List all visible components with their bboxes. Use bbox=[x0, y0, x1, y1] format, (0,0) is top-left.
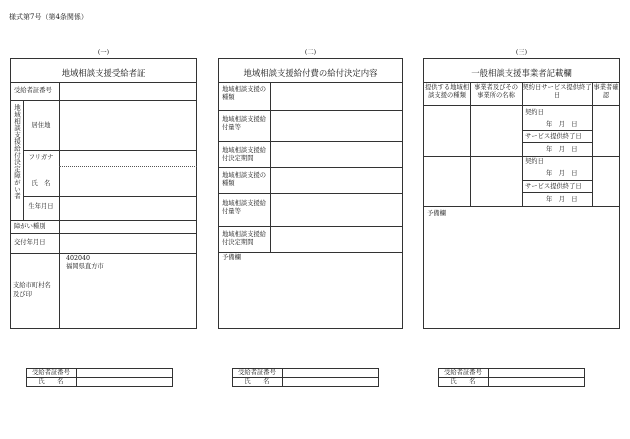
p3-header-provider: 事業者及びその事業所の名称 bbox=[473, 84, 519, 99]
footer3-recipient-no: 受給者証番号 bbox=[444, 369, 482, 376]
p2-cell-1: 地域相談支援の種類 bbox=[222, 86, 267, 101]
recipient-no-label: 受給者証番号 bbox=[14, 87, 52, 94]
p3-remarks: 予備欄 bbox=[427, 210, 446, 217]
panel2-title: 地域相談支援給付費の給付決定内容 bbox=[243, 68, 378, 78]
stamp-code: 402040 bbox=[66, 255, 91, 262]
p2-cell-5: 地域相談支援給付量等 bbox=[222, 200, 267, 215]
footer1-recipient-no: 受給者証番号 bbox=[32, 369, 70, 376]
decided-person-label: 地域相談支援給付決定障がい者 bbox=[13, 104, 21, 200]
panel3-title: 一般相談支援事業者記載欄 bbox=[471, 68, 572, 78]
dob-label: 生年月日 bbox=[28, 203, 54, 210]
p3-r1-contract-date: 年 月 日 bbox=[546, 121, 578, 128]
p2-cell-6: 地域相談支援給付決定期間 bbox=[222, 231, 267, 246]
p3-r1-end-date: 年 月 日 bbox=[546, 146, 578, 153]
p3-r1-contract: 契約日 bbox=[525, 109, 544, 116]
p3-r1-end: サービス提供終了日 bbox=[525, 133, 582, 140]
p2-cell-3: 地域相談支援給付決定期間 bbox=[222, 147, 267, 162]
address-label: 居住地 bbox=[31, 122, 51, 129]
panel1-number: (一) bbox=[97, 49, 110, 56]
furigana-label: フリガナ bbox=[28, 154, 54, 161]
footer3-name: 氏 名 bbox=[450, 378, 476, 385]
footer2-recipient-no: 受給者証番号 bbox=[238, 369, 276, 376]
p2-remarks: 予備欄 bbox=[222, 254, 241, 261]
panel3-number: (三) bbox=[515, 49, 528, 56]
p3-r2-contract: 契約日 bbox=[525, 158, 544, 165]
disability-type-label: 障がい種別 bbox=[14, 223, 46, 230]
issue-date-label: 交付年月日 bbox=[14, 239, 46, 246]
p3-r2-end-date: 年 月 日 bbox=[546, 196, 578, 203]
stamp-name: 福岡県直方市 bbox=[66, 263, 104, 270]
municipality-label: 支給市町村名及び印 bbox=[13, 282, 51, 298]
p2-cell-4: 地域相談支援の種類 bbox=[222, 172, 267, 187]
p3-header-type: 提供する地域相談支援の種類 bbox=[424, 84, 470, 99]
footer2-name: 氏 名 bbox=[244, 378, 270, 385]
p3-r2-contract-date: 年 月 日 bbox=[546, 170, 578, 177]
form-label: 様式第7号（第4条関係） bbox=[9, 13, 88, 21]
p3-header-confirm: 事業者確認 bbox=[593, 84, 619, 99]
p2-cell-2: 地域相談支援給付量等 bbox=[222, 116, 267, 131]
name-label: 氏 名 bbox=[31, 180, 51, 187]
panel2-number: (二) bbox=[304, 49, 317, 56]
panel1-title: 地域相談支援受給者証 bbox=[61, 68, 146, 78]
p3-r2-end: サービス提供終了日 bbox=[525, 183, 582, 190]
footer1-name: 氏 名 bbox=[38, 378, 64, 385]
p3-header-dates: 契約日サービス提供終了日 bbox=[522, 84, 592, 99]
